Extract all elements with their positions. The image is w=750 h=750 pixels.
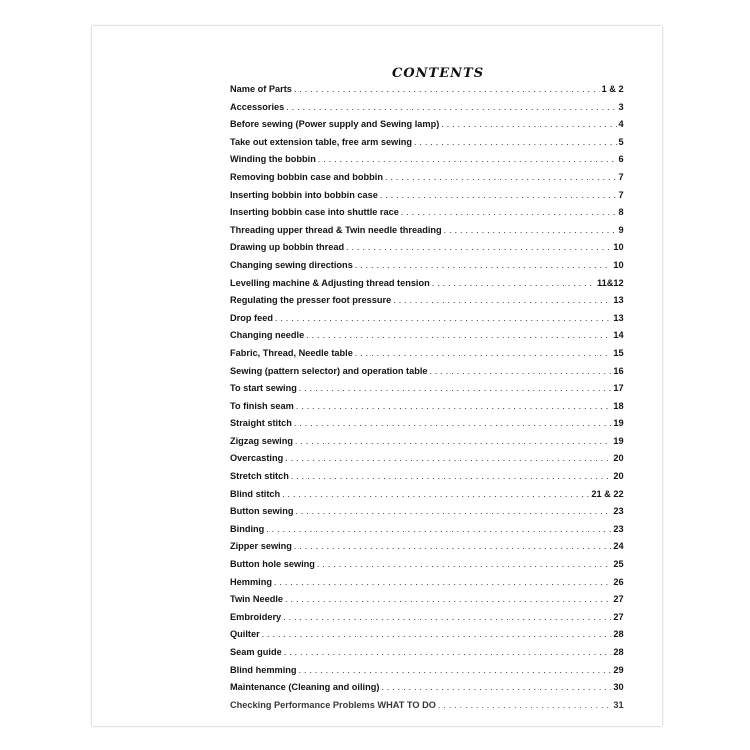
toc-entry-title: Inserting bobbin into bobbin case (230, 189, 378, 201)
toc-entry-title: Drawing up bobbin thread (230, 242, 345, 254)
toc-dot-leader (283, 612, 611, 623)
toc-entry-title: Binding (230, 523, 265, 535)
toc-entry (230, 559, 624, 577)
toc-entry (230, 383, 624, 401)
toc-entry-title: Seam guide (230, 647, 282, 658)
toc-entry-page: 1 & 2 (601, 84, 624, 95)
toc-entry-page: 13 (613, 312, 624, 324)
toc-entry-title: Before sewing (Power supply and Sewing lamp) (230, 119, 440, 131)
toc-entry-page: 28 (613, 647, 624, 658)
toc-entry-page: 21 & 22 (591, 488, 624, 500)
toc-entry (230, 242, 624, 260)
toc-dot-leader (380, 190, 617, 201)
table-of-contents (230, 84, 640, 717)
toc-dot-leader (296, 401, 612, 412)
toc-dot-leader (294, 541, 612, 552)
toc-entry-page: 27 (613, 594, 624, 606)
toc-dot-leader (381, 682, 611, 693)
toc-entry-page: 20 (613, 453, 624, 465)
document-page (92, 26, 662, 726)
toc-dot-leader (275, 313, 612, 324)
toc-entry (230, 102, 624, 120)
toc-entry-title: Zigzag sewing (230, 435, 293, 447)
toc-entry-title: Quilter (230, 629, 260, 641)
toc-entry-page: 8 (618, 207, 624, 219)
toc-dot-leader (441, 119, 616, 130)
toc-entry (230, 260, 624, 278)
toc-dot-leader (429, 366, 611, 377)
toc-entry-title: Fabric, Thread, Needle table (230, 347, 353, 359)
toc-dot-leader (282, 489, 589, 500)
toc-entry-page: 15 (613, 347, 624, 359)
toc-entry (230, 471, 624, 489)
toc-entry (230, 506, 624, 524)
toc-entry (230, 137, 624, 155)
contents-title: CONTENTS (392, 66, 485, 81)
toc-entry (230, 418, 624, 436)
toc-entry-title: Twin Needle (230, 594, 284, 606)
toc-entry (230, 172, 624, 190)
toc-entry-page: 29 (613, 664, 624, 676)
toc-dot-leader (401, 207, 617, 218)
toc-entry-title: Button hole sewing (230, 559, 315, 571)
toc-dot-leader (432, 278, 595, 289)
toc-entry (230, 489, 624, 507)
toc-entry (230, 629, 624, 647)
toc-dot-leader (438, 700, 612, 711)
toc-dot-leader (295, 436, 612, 447)
toc-entry (230, 524, 624, 542)
toc-entry-page: 7 (618, 171, 624, 183)
toc-entry (230, 594, 624, 612)
toc-entry-title: To start sewing (230, 383, 297, 395)
toc-entry-title: Regulating the presser foot pressure (230, 295, 392, 307)
toc-entry-page: 6 (618, 154, 624, 166)
toc-entry (230, 295, 624, 313)
toc-dot-leader (317, 559, 612, 570)
toc-entry-page: 10 (613, 242, 624, 254)
toc-dot-leader (444, 225, 617, 236)
toc-dot-leader (355, 260, 612, 271)
toc-entry-page: 20 (613, 471, 624, 483)
toc-entry-page: 23 (613, 506, 624, 518)
toc-entry (230, 313, 624, 331)
toc-entry-page: 5 (618, 136, 624, 148)
toc-entry-page: 24 (613, 541, 624, 553)
toc-entry (230, 119, 624, 137)
toc-entry (230, 207, 624, 225)
toc-dot-leader (294, 418, 612, 429)
toc-entry (230, 348, 624, 366)
toc-dot-leader (318, 154, 617, 165)
toc-dot-leader (295, 506, 611, 517)
toc-entry (230, 436, 624, 454)
toc-entry-title: Changing needle (230, 330, 305, 342)
toc-entry-page: 13 (613, 295, 624, 307)
toc-entry (230, 225, 624, 243)
toc-entry-page: 11&12 (596, 277, 624, 289)
toc-entry-page: 9 (618, 224, 624, 236)
toc-entry-page: 17 (613, 383, 624, 395)
toc-entry-page: 25 (613, 559, 624, 571)
toc-entry-title: Stretch stitch (230, 471, 289, 483)
toc-entry-page: 10 (613, 259, 624, 271)
toc-dot-leader (414, 137, 617, 148)
toc-dot-leader (291, 471, 612, 482)
toc-entry-page: 30 (613, 682, 624, 694)
toc-entry (230, 84, 624, 102)
toc-entry (230, 700, 624, 718)
toc-dot-leader (294, 84, 600, 95)
toc-entry-title: Maintenance (Cleaning and oiling) (230, 682, 380, 694)
toc-entry-title: Overcasting (230, 453, 284, 465)
toc-entry-title: To finish seam (230, 400, 294, 412)
toc-entry-title: Take out extension table, free arm sewing (230, 136, 413, 148)
toc-dot-leader (393, 295, 611, 306)
toc-entry (230, 154, 624, 172)
toc-entry (230, 612, 624, 630)
toc-entry-title: Threading upper thread & Twin needle threading (230, 224, 442, 236)
toc-entry (230, 366, 624, 384)
toc-entry-title: Name of Parts (230, 84, 292, 95)
toc-entry (230, 330, 624, 348)
toc-entry (230, 190, 624, 208)
toc-entry-page: 27 (613, 611, 624, 623)
toc-entry-title: Hemming (230, 576, 272, 588)
toc-entry (230, 577, 624, 595)
toc-entry-title: Checking Performance Problems WHAT TO DO (230, 699, 436, 711)
toc-entry-page: 26 (613, 576, 624, 588)
toc-entry-page: 14 (613, 330, 624, 342)
toc-entry (230, 401, 624, 419)
toc-dot-leader (306, 330, 611, 341)
toc-dot-leader (355, 348, 612, 359)
toc-entry-page: 19 (613, 418, 624, 430)
toc-dot-leader (385, 172, 617, 183)
toc-dot-leader (285, 594, 611, 605)
toc-entry-title: Button sewing (230, 506, 294, 518)
toc-entry-title: Inserting bobbin case into shuttle race (230, 207, 399, 219)
toc-entry-title: Removing bobbin case and bobbin (230, 171, 383, 183)
toc-entry-page: 7 (618, 189, 624, 201)
toc-entry-page: 3 (618, 101, 624, 113)
toc-entry-title: Drop feed (230, 312, 273, 324)
toc-entry-page: 28 (613, 629, 624, 641)
toc-entry-title: Levelling machine & Adjusting thread tension (230, 277, 430, 289)
toc-entry-title: Accessories (230, 101, 285, 113)
toc-entry-title: Blind hemming (230, 664, 297, 676)
toc-dot-leader (284, 647, 612, 658)
toc-entry-title: Blind stitch (230, 488, 281, 500)
toc-entry-page: 18 (613, 400, 624, 412)
toc-entry-title: Embroidery (230, 611, 282, 623)
toc-dot-leader (298, 665, 611, 676)
toc-entry (230, 665, 624, 683)
toc-entry (230, 453, 624, 471)
toc-entry-page: 16 (613, 365, 624, 377)
toc-dot-leader (262, 629, 612, 640)
toc-entry (230, 278, 624, 296)
toc-dot-leader (346, 242, 611, 253)
toc-entry-title: Zipper sewing (230, 541, 292, 553)
toc-entry-title: Sewing (pattern selector) and operation table (230, 365, 428, 377)
toc-dot-leader (299, 383, 612, 394)
toc-entry-page: 23 (613, 523, 624, 535)
toc-dot-leader (274, 577, 612, 588)
toc-entry-title: Winding the bobbin (230, 154, 316, 166)
toc-entry (230, 682, 624, 700)
toc-entry-page: 31 (613, 699, 624, 711)
toc-dot-leader (266, 524, 611, 535)
toc-entry-title: Straight stitch (230, 418, 292, 430)
toc-dot-leader (286, 102, 616, 113)
toc-entry (230, 541, 624, 559)
toc-entry-page: 4 (618, 119, 624, 131)
toc-dot-leader (285, 453, 611, 464)
toc-entry-title: Changing sewing directions (230, 259, 353, 271)
toc-entry (230, 647, 624, 665)
toc-entry-page: 19 (613, 435, 624, 447)
